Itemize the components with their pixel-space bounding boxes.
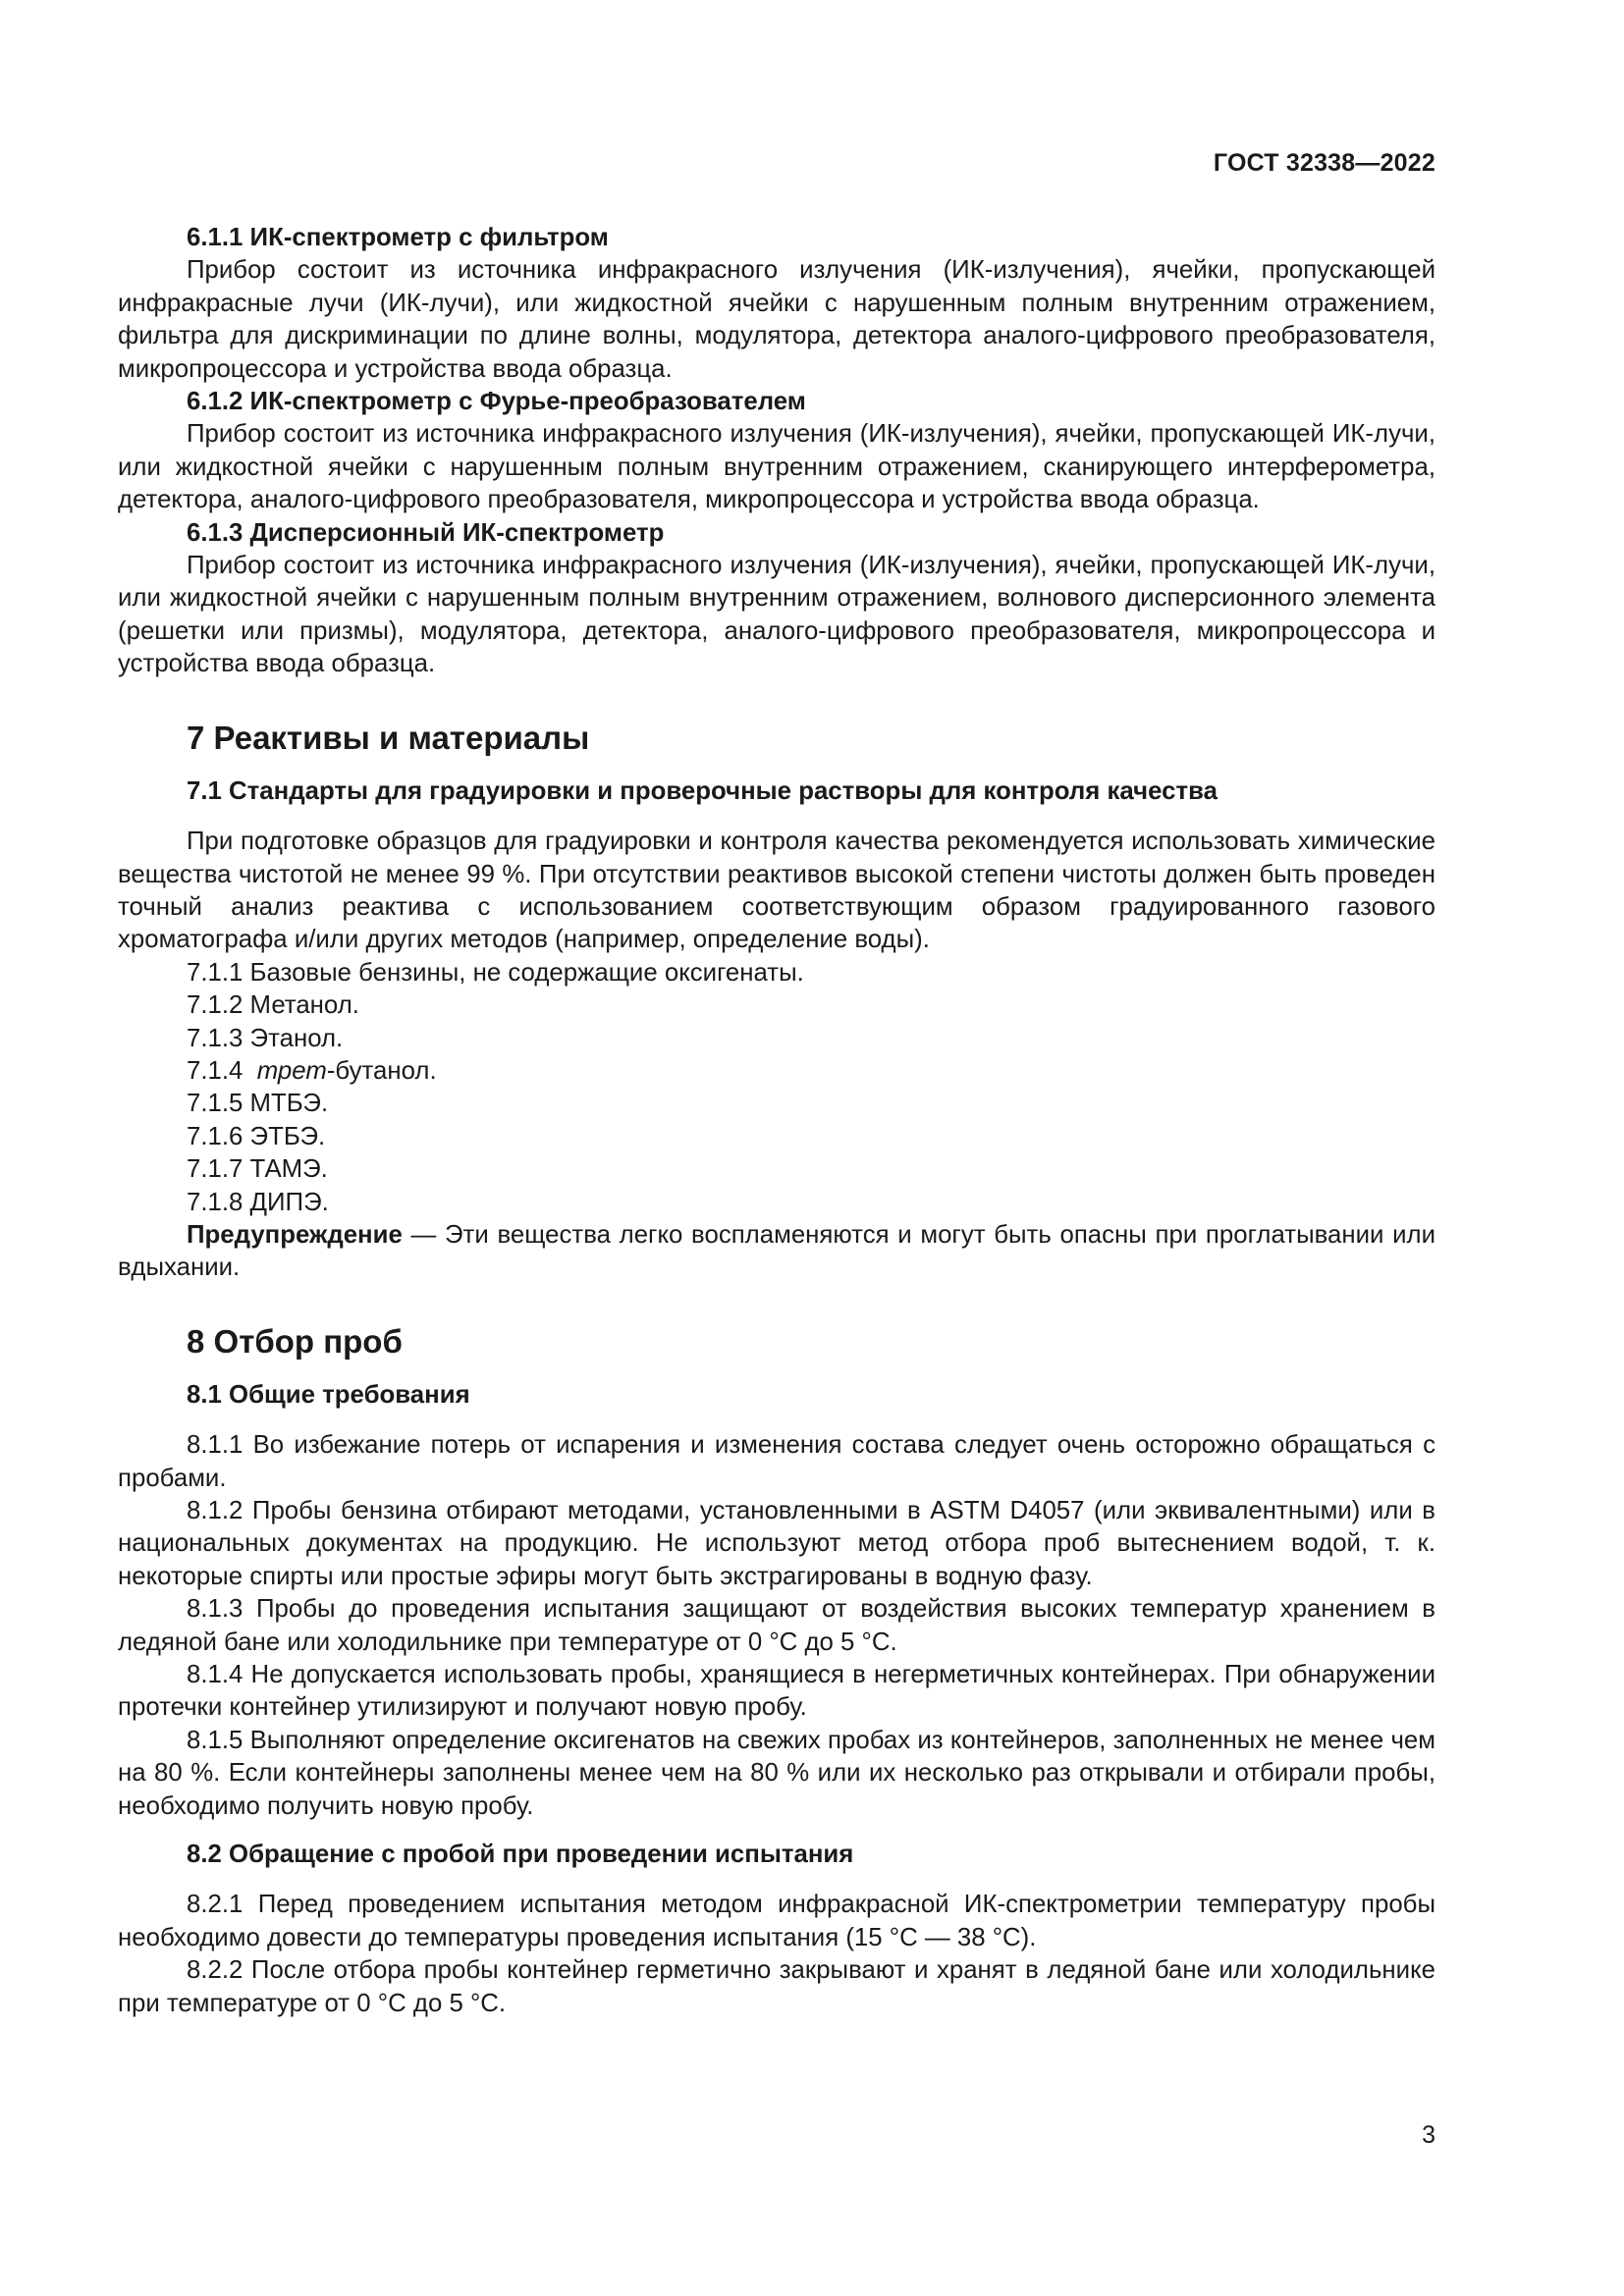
- clause-8-1-4: 8.1.4 Не допускается использовать пробы, хранящиеся в негерметичных контейнерах. При обнаружении протечки контейнер утилизируют и получают новую пробу.: [118, 1661, 1435, 1722]
- clause-8-2-2: 8.2.2 После отбора пробы контейнер герметично закрывают и хранят в ледяной бане или холодильнике при температуре от 0 °С до 5 °С.: [118, 1956, 1435, 2017]
- clause-6-1-3-title: 6.1.3 Дисперсионный ИК-спектрометр: [187, 518, 665, 547]
- clause-8-2-1: 8.2.1 Перед проведением испытания методом инфракрасной ИК-спектрометрии температуру пробы необходимо довести до температуры проведения испытания (15 °С — 38 °С).: [118, 1891, 1435, 1951]
- list-item-7-1-6: 7.1.6 ЭТБЭ.: [187, 1122, 326, 1150]
- list-item-7-1-4-italic: трет: [256, 1056, 327, 1085]
- clause-6-1-2-title: 6.1.2 ИК-спектрометр с Фурье-преобразователем: [187, 388, 806, 416]
- list-item-7-1-1: 7.1.1 Базовые бензины, не содержащие оксигенаты.: [187, 958, 804, 987]
- list-item-7-1-4-number: 7.1.4: [187, 1056, 257, 1085]
- list-item-7-1-8: 7.1.8 ДИПЭ.: [187, 1188, 329, 1216]
- subsection-8-2-heading: 8.2 Обращение с пробой при проведении испытания: [187, 1841, 854, 1869]
- subsection-7-1-text: При подготовке образцов для градуировки и контроля качества рекомендуется использовать химические вещества чистотой не менее 99 %. При отсутствии реактивов высокой степени чистоты должен быть проведен точный анализ реактива с использованием соответствующим образом градуированного газового хроматографа и/или других методов (например, определение воды).: [118, 828, 1435, 954]
- list-item-7-1-4: [118, 1055, 1435, 1088]
- clause-8-1-5: 8.1.5 Выполняют определение оксигенатов на свежих пробах из контейнеров, заполненных не менее чем на 80 %. Если контейнеры заполнены менее чем на 80 % или их несколько раз открывали и отбирали пробы, необходимо получить новую пробу.: [118, 1726, 1435, 1820]
- clause-8-1-1: 8.1.1 Во избежание потерь от испарения и изменения состава следует очень осторожно обращаться с пробами.: [118, 1431, 1435, 1492]
- subsection-7-1-heading: 7.1 Стандарты для градуировки и проверочные растворы для контроля качества: [187, 776, 1218, 805]
- clause-8-1-2: 8.1.2 Пробы бензина отбирают методами, установленными в ASTM D4057 (или эквивалентными) или в национальных документах на продукцию. Не используют метод отбора проб вытеснением водой, т. к. некоторые спирты или простые эфиры могут быть экстрагированы в водную фазу.: [118, 1497, 1435, 1590]
- page-number: 3: [1422, 2121, 1435, 2149]
- warning-text: — Эти вещества легко воспламеняются и могут быть опасны при проглатывании или вдыхании.: [118, 1220, 1435, 1282]
- list-item-7-1-4-rest: -бутанол.: [326, 1056, 437, 1085]
- warning-paragraph: [118, 1219, 1435, 1285]
- document-page: [118, 0, 1435, 2296]
- section-7-heading: 7 Реактивы и материалы: [187, 719, 590, 756]
- list-item-7-1-5: 7.1.5 МТБЭ.: [187, 1090, 329, 1118]
- clause-6-1-2-text: Прибор состоит из источника инфракрасного излучения (ИК-излучения), ячейки, пропускающей ИК-лучи, или жидкостной ячейки с нарушенным полным внутренним отражением, сканирующего интерферометра, детектора, аналого-цифрового преобразователя, микропроцессора и устройства ввода образца.: [118, 420, 1435, 514]
- clause-6-1-1-title: 6.1.1 ИК-спектрометр с фильтром: [187, 224, 609, 251]
- clause-6-1-1-text: Прибор состоит из источника инфракрасного излучения (ИК-излучения), ячейки, пропускающей инфракрасные лучи (ИК-лучи), или жидкостной ячейки с нарушенным полным внутренним отражением, фильтра для дискриминации по длине волны, модулятора, детектора аналого-цифрового преобразователя, микропроцессора и устройства ввода образца.: [118, 256, 1435, 383]
- subsection-8-1-heading: 8.1 Общие требования: [187, 1380, 470, 1409]
- list-item-7-1-7: 7.1.7 ТАМЭ.: [187, 1155, 328, 1184]
- section-8-heading: 8 Отбор проб: [187, 1322, 403, 1360]
- warning-label: Предупреждение: [187, 1220, 403, 1249]
- list-item-7-1-3: 7.1.3 Этанол.: [187, 1024, 344, 1052]
- document-code: ГОСТ 32338—2022: [1213, 149, 1435, 177]
- document-body: [118, 222, 1435, 2020]
- clause-8-1-3: 8.1.3 Пробы до проведения испытания защищают от воздействия высоких температур хранением в ледяной бане или холодильнике при температуре от 0 °С до 5 °С.: [118, 1595, 1435, 1656]
- clause-6-1-3-text: Прибор состоит из источника инфракрасного излучения (ИК-излучения), ячейки, пропускающей ИК-лучи, или жидкостной ячейки с нарушенным полным внутренним отражением, волнового дисперсионного элемента (решетки или призмы), модулятора, детектора, аналого-цифрового преобразователя, микропроцессора и устройства ввода образца.: [118, 552, 1435, 678]
- list-item-7-1-2: 7.1.2 Метанол.: [187, 991, 359, 1020]
